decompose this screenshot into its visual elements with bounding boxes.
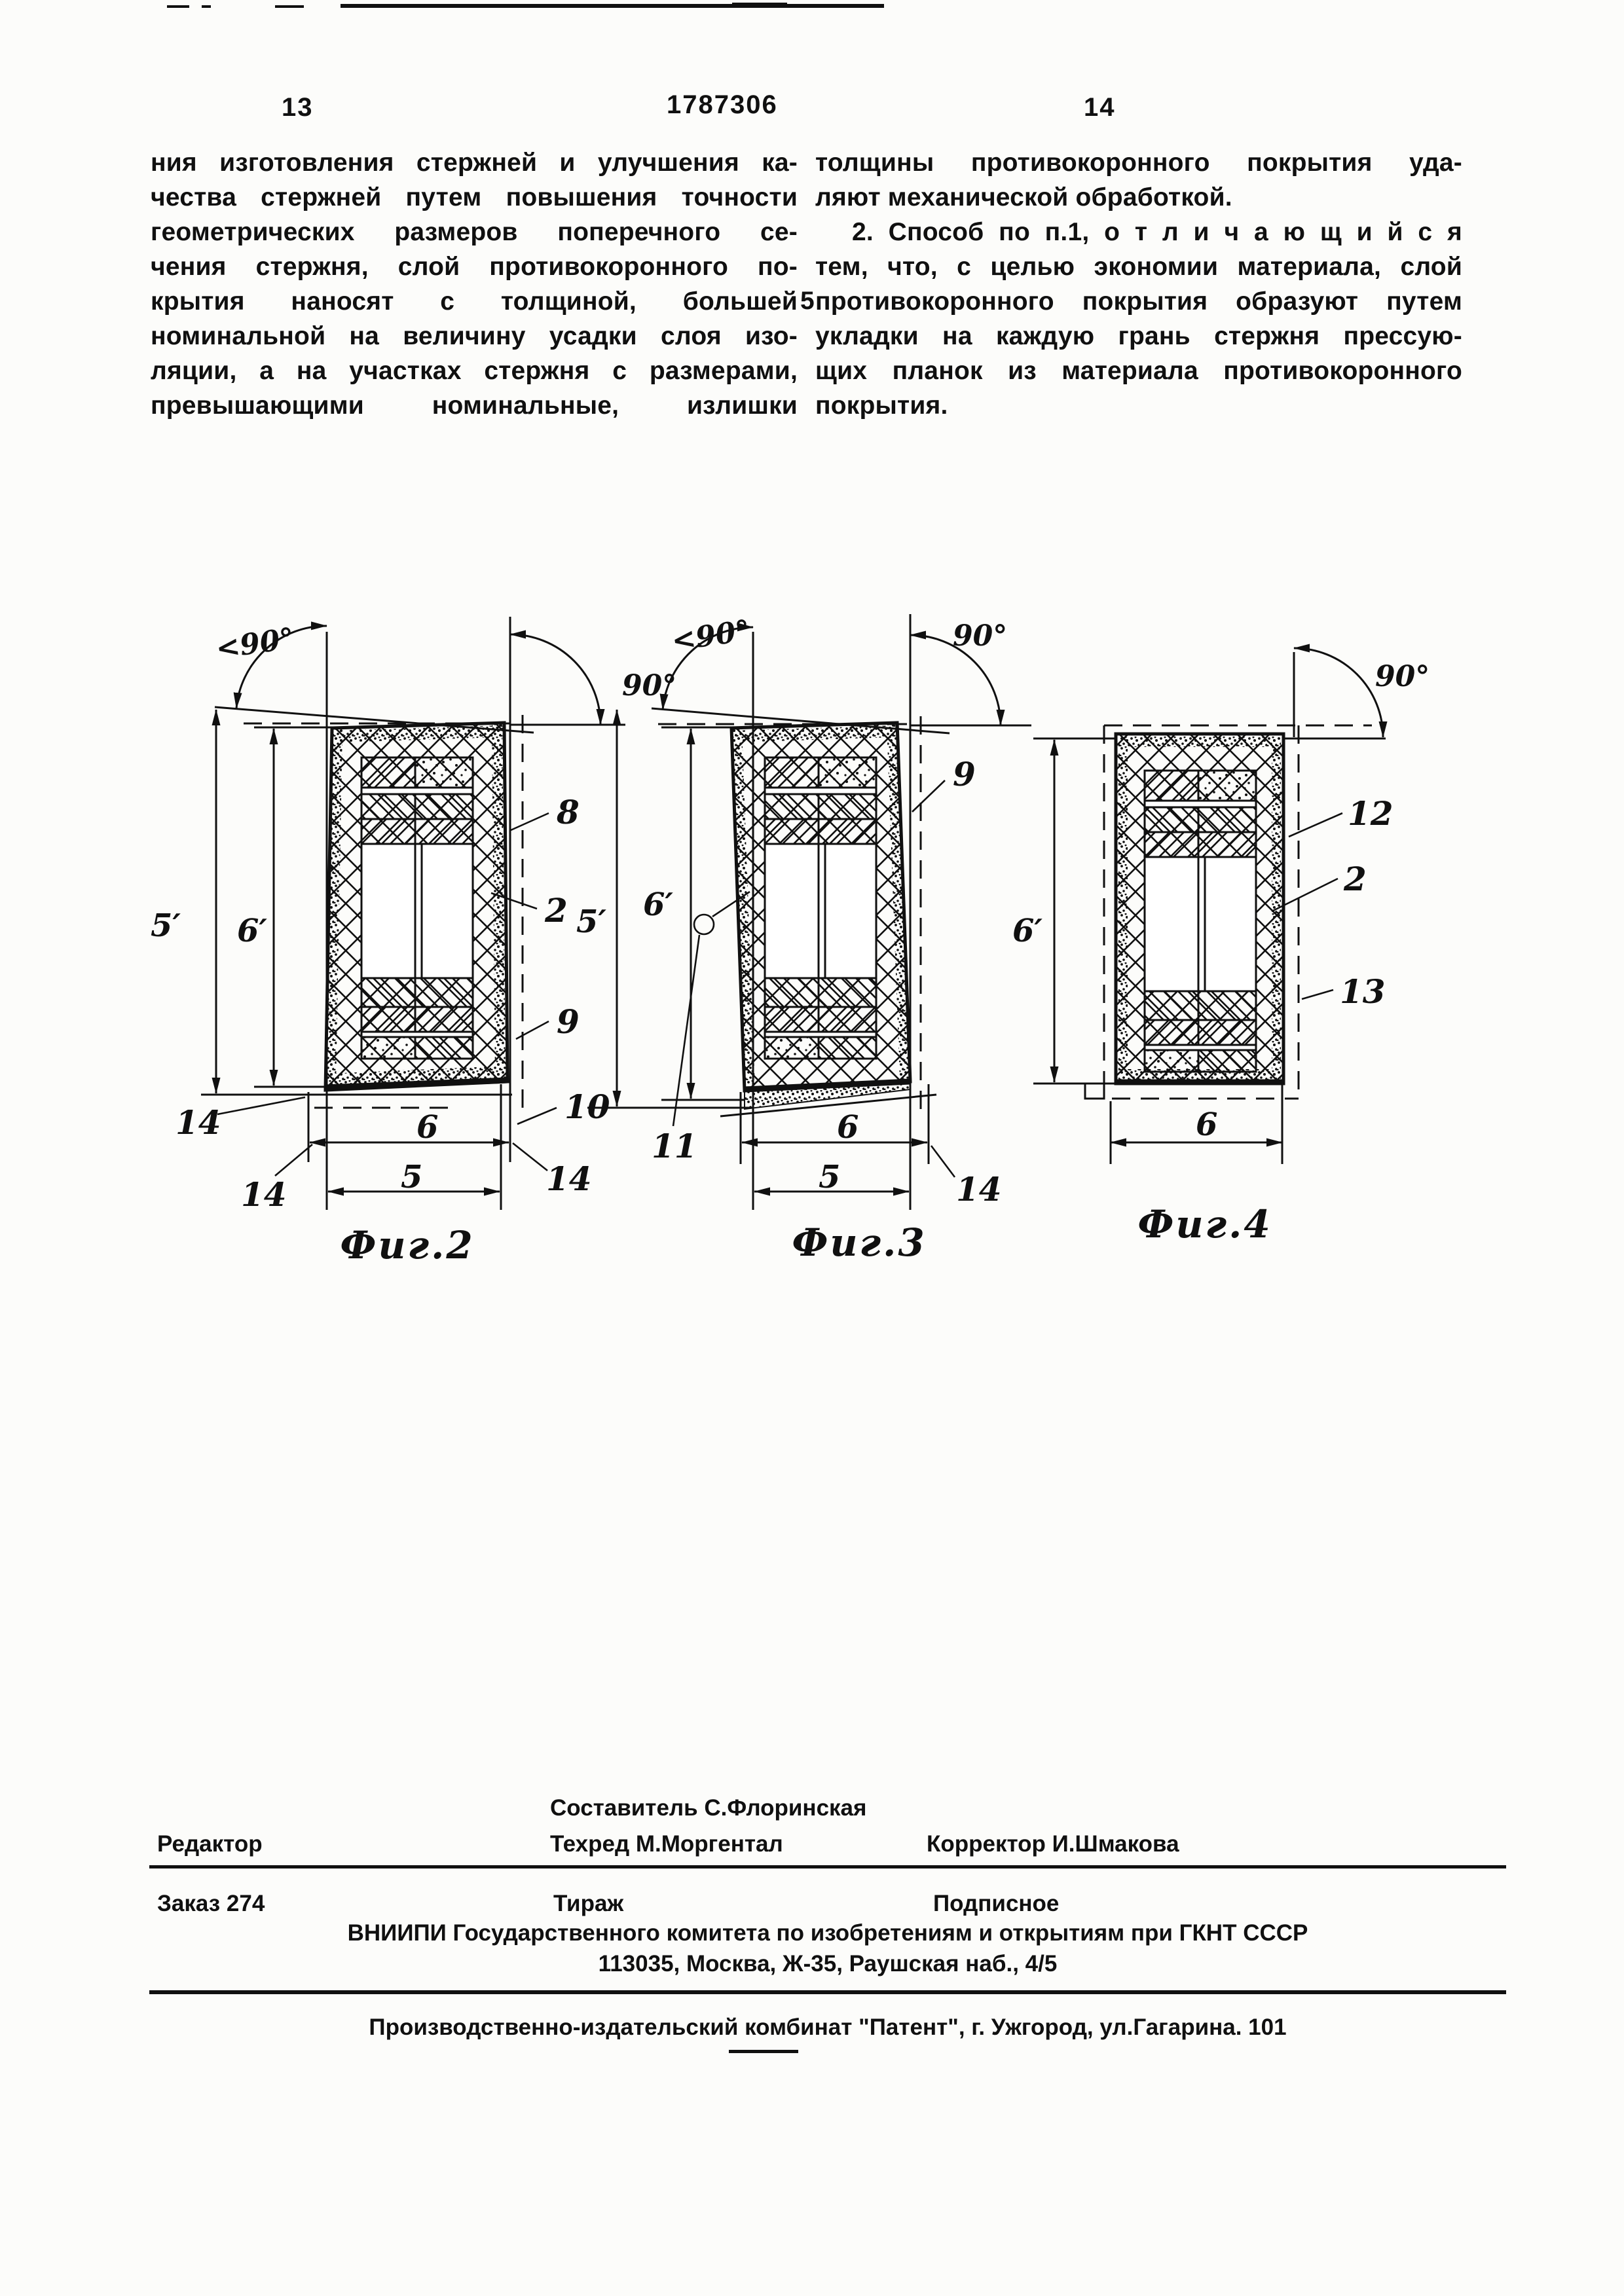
text-line: чения стержня, слой противокоронного по- bbox=[151, 253, 798, 281]
imprint-end-dash bbox=[729, 2050, 798, 2053]
fig3-dim-label-6: 6 bbox=[837, 1109, 859, 1146]
fig4-angle-arc-right bbox=[1294, 648, 1383, 737]
fig2-leader-14b bbox=[275, 1144, 312, 1176]
text-line: тем, что, с целью экономии материала, слой bbox=[815, 253, 1462, 281]
fig2-dim-label-6: 6 bbox=[416, 1109, 439, 1146]
imprint-techred: Техред М.Моргентал bbox=[550, 1831, 783, 1857]
fig2-part-label-10: 10 bbox=[564, 1087, 610, 1126]
fig2-angle-arc-right bbox=[510, 634, 600, 725]
text-line: ния изготовления стержней и улучшения ка- bbox=[151, 149, 798, 177]
fig3-angle-left-label: <90° bbox=[669, 613, 752, 658]
text-column-left bbox=[151, 145, 798, 423]
text-line: крытия наносят с толщиной, большей bbox=[151, 287, 798, 316]
fig3-caption: Фиг.3 bbox=[792, 1220, 927, 1265]
fig4-dim-label-6: 6 bbox=[1196, 1106, 1218, 1143]
fig2-part-label-9: 9 bbox=[557, 1002, 580, 1041]
imprint-org-line2: 113035, Москва, Ж-35, Раушская наб., 4/5 bbox=[598, 1951, 1058, 1977]
text-line: чества стержней путем повышения точности bbox=[151, 183, 798, 211]
claim-line-number: 5 bbox=[800, 287, 815, 315]
imprint-plant-line: Производственно-издательский комбинат "Патент", г. Ужгород, ул.Гагарина. 101 bbox=[369, 2014, 1287, 2040]
imprint-tirazh: Тираж bbox=[553, 1891, 624, 1916]
fig4-conductor-stack bbox=[1145, 771, 1256, 1072]
fig2-leader-14c bbox=[513, 1143, 547, 1171]
imprint-org-line1: ВНИИПИ Государственного комитета по изобретениям и открытиям при ГКНТ СССР bbox=[347, 1920, 1308, 1946]
fig4-ledge-notch bbox=[1085, 1084, 1104, 1099]
fig2-leader-9 bbox=[516, 1021, 549, 1039]
figure-3 bbox=[576, 614, 1031, 1265]
fig4-caption: Фиг.4 bbox=[1137, 1202, 1272, 1247]
figure-2 bbox=[151, 617, 676, 1267]
fig4-angle-right-label: 90° bbox=[1375, 660, 1430, 693]
fig2-dim-label-5: 5 bbox=[401, 1159, 423, 1195]
page-number-right: 14 bbox=[1084, 93, 1116, 122]
text-line: покрытия. bbox=[815, 392, 948, 420]
fig3-dim-label-5prime: 5′ bbox=[576, 903, 607, 940]
page-number-left: 13 bbox=[282, 93, 314, 122]
scan-artifact-dash bbox=[202, 5, 211, 8]
fig2-caption: Фиг.2 bbox=[340, 1223, 475, 1267]
fig2-part-label-8: 8 bbox=[557, 793, 580, 831]
scan-artifact-dash bbox=[167, 5, 189, 8]
text-line: щих планок из материала противокоронного bbox=[815, 357, 1462, 385]
fig4-part-label-2: 2 bbox=[1344, 860, 1367, 898]
fig2-dim-label-5prime: 5′ bbox=[151, 907, 181, 944]
fig4-coating-top bbox=[1118, 737, 1281, 747]
fig3-angle-right-label: 90° bbox=[953, 619, 1008, 653]
fig2-leader-8 bbox=[511, 813, 549, 830]
fig2-part-label-14c: 14 bbox=[546, 1159, 592, 1198]
text-column-right bbox=[815, 145, 1462, 423]
fig2-part-label-2: 2 bbox=[545, 891, 568, 930]
fig4-dim-label-6prime: 6′ bbox=[1012, 913, 1043, 949]
fig3-leader-9 bbox=[912, 780, 945, 812]
imprint-editor-label: Редактор bbox=[157, 1831, 263, 1857]
text-line: превышающими номинальные, излишки bbox=[151, 392, 798, 420]
scan-artifact-line bbox=[341, 4, 884, 8]
fig4-part-label-12: 12 bbox=[1348, 794, 1393, 833]
fig3-conductor-stack bbox=[765, 757, 876, 1059]
fig4-leader-12 bbox=[1289, 813, 1342, 837]
fig2-conductor-stack bbox=[361, 757, 473, 1059]
fig2-angle-right-label: 90° bbox=[622, 669, 677, 702]
fig2-part-label-14a: 14 bbox=[175, 1103, 221, 1142]
fig2-dim-label-6prime: 6′ bbox=[237, 913, 268, 949]
text-line: противокоронного покрытия образуют путем bbox=[815, 287, 1462, 316]
fig2-leader-10 bbox=[517, 1108, 557, 1124]
figures-drawing bbox=[98, 609, 1526, 1408]
fig4-part-label-13: 13 bbox=[1340, 972, 1386, 1011]
fig3-dim-label-6prime: 6′ bbox=[643, 886, 674, 923]
fig4-coating-left bbox=[1118, 737, 1128, 1080]
imprint-order: Заказ 274 bbox=[157, 1891, 265, 1916]
scan-artifact-dash bbox=[275, 5, 304, 8]
fig3-dim-label-5: 5 bbox=[819, 1159, 841, 1195]
text-line: ляют механической обработкой. bbox=[815, 183, 1232, 211]
fig3-part-label-9: 9 bbox=[953, 755, 976, 793]
fig3-surface-symbol bbox=[694, 915, 714, 934]
imprint-compiler: Составитель С.Флоринская bbox=[550, 1795, 867, 1821]
patent-number: 1787306 bbox=[667, 90, 778, 119]
fig3-part-label-14: 14 bbox=[956, 1170, 1002, 1209]
imprint-subscription: Подписное bbox=[933, 1891, 1060, 1916]
text-line: 2. Способ по п.1, о т л и ч а ю щ и й с я bbox=[852, 218, 1462, 246]
fig2-angle-left-label: <90° bbox=[213, 621, 297, 666]
imprint-rule-bottom bbox=[149, 1990, 1506, 1994]
fig4-leader-13 bbox=[1302, 990, 1333, 999]
text-line: укладки на каждую грань стержня прессую- bbox=[815, 322, 1462, 350]
fig3-leader-14 bbox=[931, 1146, 955, 1177]
text-line: ляции, а на участках стержня с размерами, bbox=[151, 357, 798, 385]
imprint-corrector: Корректор И.Шмакова bbox=[927, 1831, 1179, 1857]
fig3-leader-11 bbox=[673, 935, 699, 1126]
fig2-part-label-14b: 14 bbox=[241, 1175, 287, 1214]
scan-artifact-dash bbox=[732, 3, 787, 8]
text-line: номинальной на величину усадки слоя изо- bbox=[151, 322, 798, 350]
figure-4 bbox=[1012, 648, 1430, 1247]
text-line: толщины противокоронного покрытия уда- bbox=[815, 149, 1462, 177]
fig3-part-label-11: 11 bbox=[652, 1127, 697, 1165]
imprint-rule-top bbox=[149, 1865, 1506, 1868]
fig2-leader-14a bbox=[217, 1097, 305, 1114]
text-line: геометрических размеров поперечного се- bbox=[151, 218, 798, 246]
